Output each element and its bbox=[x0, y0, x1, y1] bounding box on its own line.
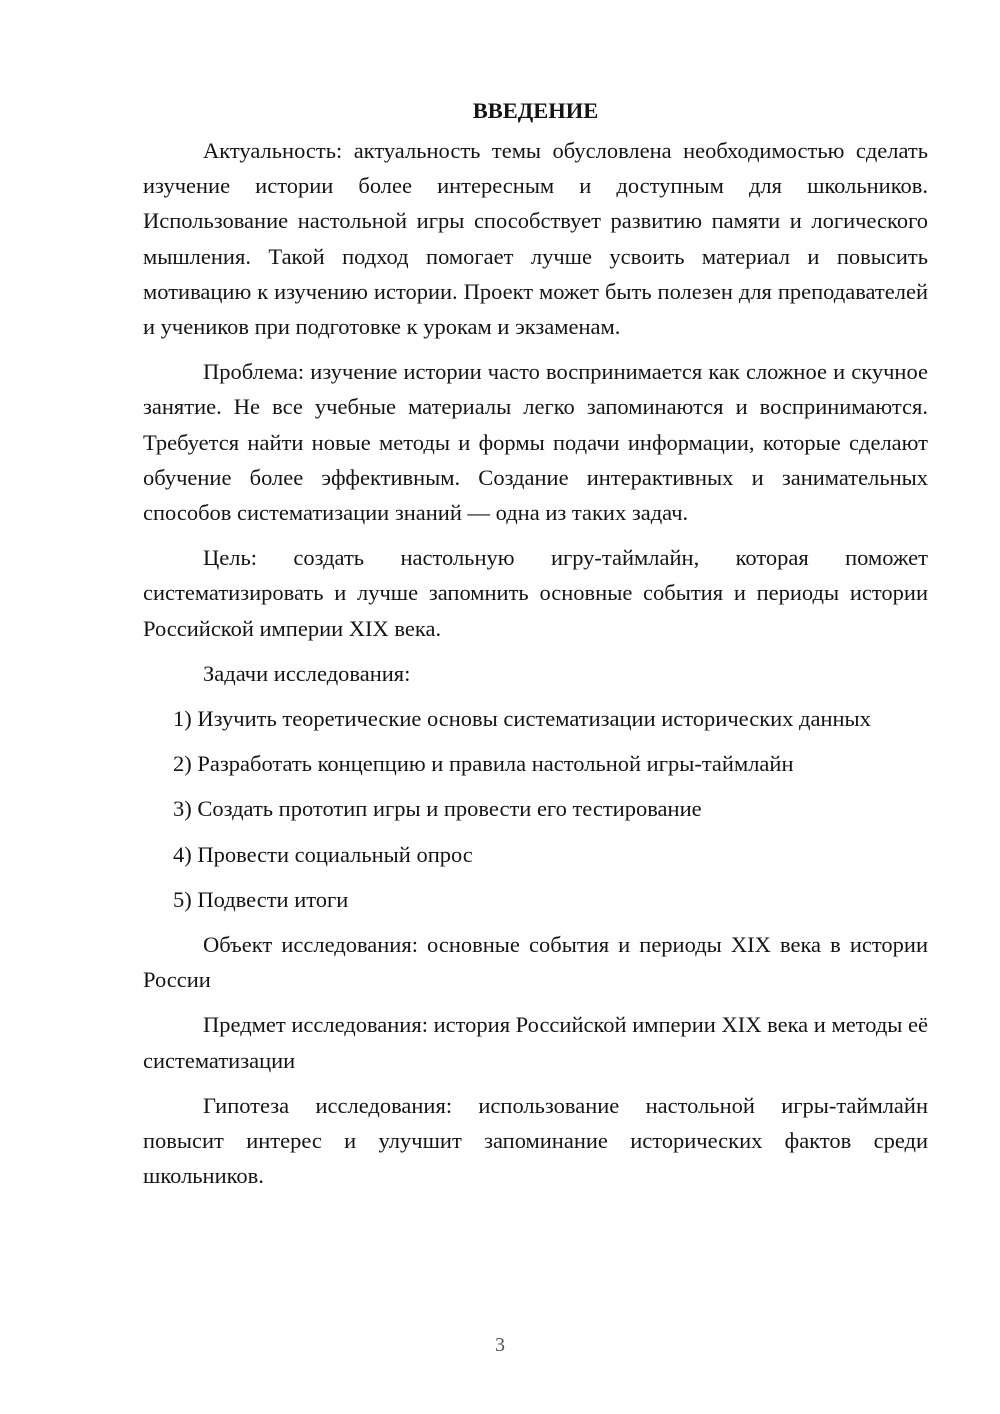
page-number: 3 bbox=[495, 1334, 505, 1356]
task-item-3: 3) Создать прототип игры и провести его тестирование bbox=[173, 796, 702, 822]
goal-paragraph: Цель: создать настольную игру-таймлайн, которая поможет систематизировать и лучше запомнить основные события и периоды истории Российской империи XIX века. bbox=[143, 545, 928, 641]
hypothesis-paragraph: Гипотеза исследования: использование настольной игры-таймлайн повысит интерес и улучшит запоминание исторических фактов среди школьников. bbox=[143, 1092, 928, 1189]
section-title: ВВЕДЕНИЕ bbox=[472, 98, 599, 123]
subject-paragraph: Предмет исследования: история Российской империи XIX века и методы её систематизации bbox=[143, 1012, 928, 1073]
document-page bbox=[143, 98, 928, 1203]
task-item-2: 2) Разработать концепцию и правила настольной игры-таймлайн bbox=[173, 751, 794, 777]
task-item-1: 1) Изучить теоретические основы систематизации исторических данных bbox=[173, 706, 871, 732]
tasks-heading: Задачи исследования: bbox=[203, 660, 411, 686]
relevance-paragraph: Актуальность: актуальность темы обусловлена необходимостью сделать изучение истории более интересным и доступным для школьников. Использование настольной игры способствует развитию памяти и логического мышления. Такой подход помогает лучше усвоить материал и повысить мотивацию к изучению истории. Проект может быть полезен для преподавателей и учеников при подготовке к урокам и экзаменам. bbox=[143, 138, 928, 340]
problem-paragraph: Проблема: изучение истории часто воспринимается как сложное и скучное занятие. Не все учебные материалы легко запоминаются и воспринимаются. Требуется найти новые методы и формы подачи информации, которые сделают обучение более эффективным. Создание интерактивных и занимательных способов систематизации знаний — одна из таких задач. bbox=[143, 359, 928, 526]
task-item-5: 5) Подвести итоги bbox=[173, 886, 349, 912]
object-paragraph: Объект исследования: основные события и периоды XIX века в истории России bbox=[143, 932, 928, 993]
task-item-4: 4) Провести социальный опрос bbox=[173, 841, 473, 867]
